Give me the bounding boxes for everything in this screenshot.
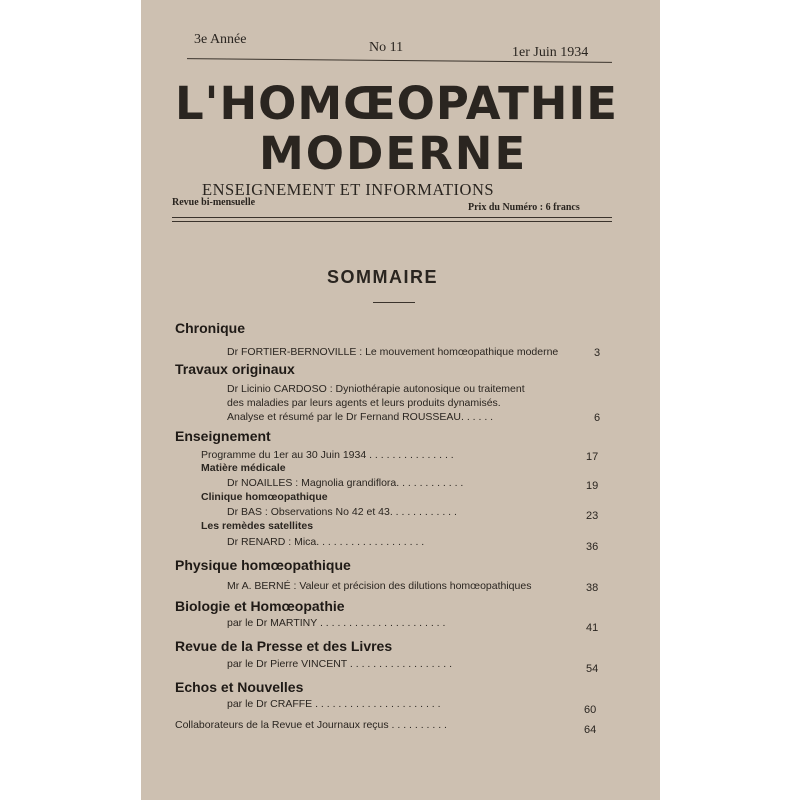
toc-entry-text: Dr FORTIER-BERNOVILLE : Le mouvement homœopathique moderne — [227, 346, 559, 358]
toc-entry-text: Programme du 1er au 30 Juin 1934 . . . . . . . . . . . . . . . — [201, 449, 454, 461]
document-page — [141, 0, 660, 800]
section-revue-presse-title: Revue de la Presse et des Livres — [175, 638, 393, 654]
section-enseignement-title: Enseignement — [175, 428, 271, 444]
toc-entry-text: par le Dr CRAFFE . . . . . . . . . . . . . . . . . . . . . . — [227, 698, 441, 710]
journal-subtitle: ENSEIGNEMENT ET INFORMATIONS — [202, 180, 495, 199]
issue-number: No 11 — [369, 40, 404, 55]
toc-entry-page: 23 — [586, 510, 599, 522]
toc-entry-text: Dr BAS : Observations No 42 et 43. . . . . . . . . . . . — [227, 506, 457, 518]
toc-entry-page: 54 — [586, 663, 599, 675]
toc-entry-page: 19 — [586, 480, 599, 492]
toc-entry-text: par le Dr Pierre VINCENT . . . . . . . . . . . . . . . . . . — [227, 658, 453, 670]
journal-title-line2: MODERNE — [259, 127, 528, 180]
toc-entry-page: 60 — [584, 704, 597, 716]
section-biologie-title: Biologie et Homœopathie — [175, 598, 345, 614]
masthead-rule-top — [172, 217, 612, 218]
masthead-rule-bottom — [172, 221, 612, 222]
toc-entry-text: par le Dr MARTINY . . . . . . . . . . . . . . . . . . . . . . — [227, 617, 446, 629]
issue-price: Prix du Numéro : 6 francs — [468, 202, 580, 213]
issue-year: 3e Année — [194, 32, 247, 47]
toc-entry-text: Dr RENARD : Mica. . . . . . . . . . . . . . . . . . . — [227, 536, 425, 548]
issue-date: 1er Juin 1934 — [512, 45, 589, 60]
toc-entry-text: des maladies par leurs agents et leurs produits dynamisés. — [227, 397, 501, 409]
toc-subsection-title: Clinique homœopathique — [201, 491, 328, 503]
section-travaux-title: Travaux originaux — [175, 361, 295, 377]
section-echos-title: Echos et Nouvelles — [175, 679, 304, 695]
toc-entry-page: 6 — [594, 412, 601, 424]
section-physique-title: Physique homœopathique — [175, 557, 351, 573]
toc-subsection-title: Les remèdes satellites — [201, 520, 314, 532]
toc-entry-text: Analyse et résumé par le Dr Fernand ROUSSEAU. . . . . . — [227, 411, 494, 423]
contents-heading: SOMMAIRE — [327, 267, 438, 287]
toc-collaborateurs-page: 64 — [584, 724, 597, 736]
contents-underline — [373, 302, 415, 303]
toc-entry-page: 17 — [586, 451, 599, 463]
journal-title-line1: L'HOMŒOPATHIE — [175, 77, 618, 130]
toc-entry-text: Mr A. BERNÉ : Valeur et précision des dilutions homœopathiques — [227, 580, 532, 592]
toc-collaborateurs-text: Collaborateurs de la Revue et Journaux reçus . . . . . . . . . . — [175, 719, 447, 731]
toc-entry-text: Dr Licinio CARDOSO : Dyniothérapie autonosique ou traitement — [227, 383, 525, 395]
toc-entry-page: 38 — [586, 582, 599, 594]
toc-subsection-title: Matière médicale — [201, 462, 286, 474]
toc-entry-page: 3 — [594, 347, 601, 359]
toc-entry-page: 41 — [586, 622, 599, 634]
toc-entry-text: Dr NOAILLES : Magnolia grandiflora. . . . . . . . . . . . — [227, 477, 464, 489]
toc-entry-page: 36 — [586, 541, 599, 553]
publication-frequency: Revue bi-mensuelle — [172, 197, 256, 208]
section-chronique-title: Chronique — [175, 320, 245, 336]
